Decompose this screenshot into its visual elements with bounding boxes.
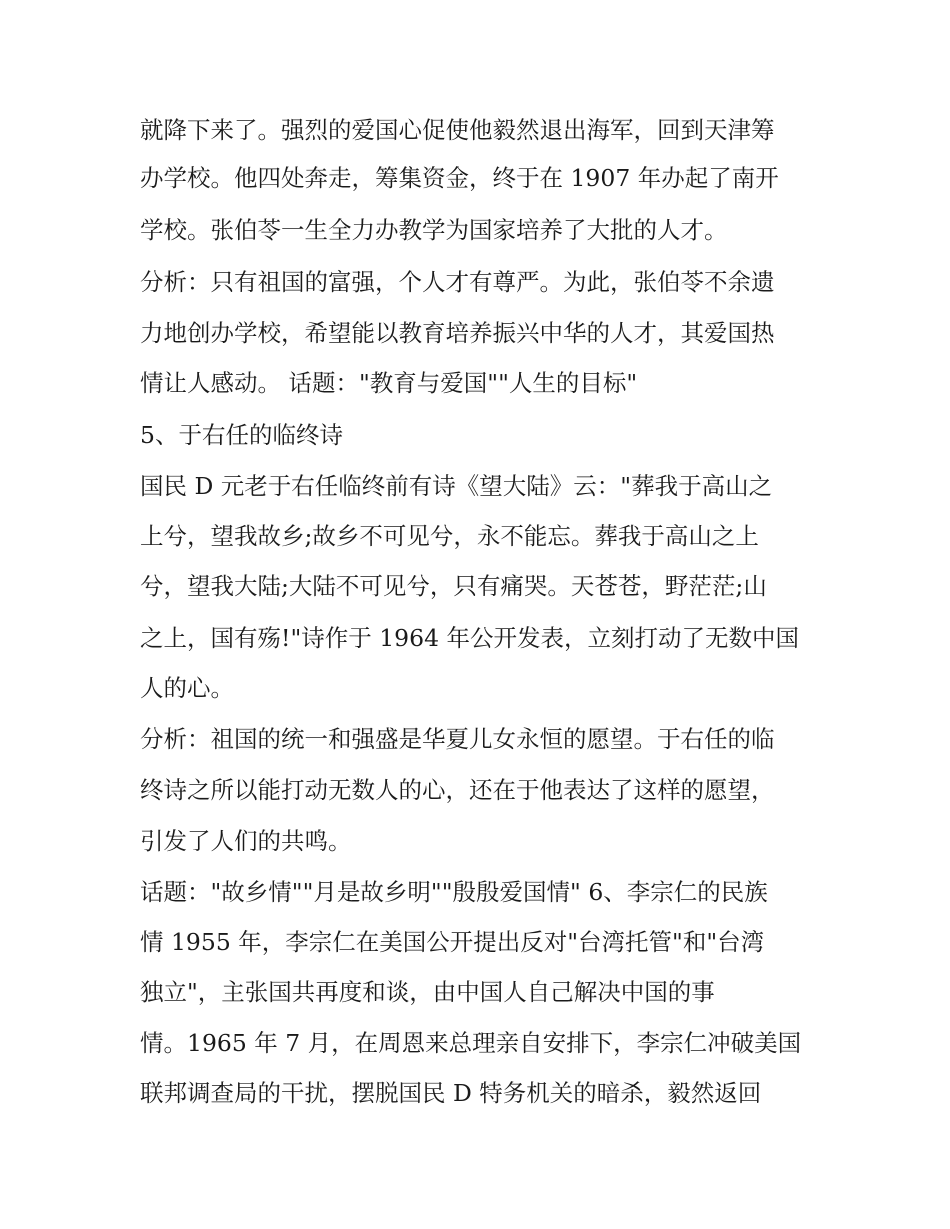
text-line: 学校。张伯苓一生全力办教学为国家培养了大批的人才。 (140, 216, 728, 244)
text-line: 终诗之所以能打动无数人的心，还在于他表达了这样的愿望， (140, 776, 775, 804)
text-line: 之上，国有殇!"诗作于 1964 年公开发表，立刻打动了无数中国 (140, 624, 799, 652)
section-heading: 5、于右任的临终诗 (140, 421, 343, 449)
analysis-line: 分析：只有祖国的富强，个人才有尊严。为此，张伯苓不余遗 (140, 268, 775, 296)
text-line: 国民 D 元老于右任临终前有诗《望大陆》云："葬我于高山之 (140, 472, 773, 500)
topic-line: 情让人感动。 话题："教育与爱国""人生的目标" (140, 369, 638, 397)
text-line: 联邦调查局的干扰，摆脱国民 D 特务机关的暗杀，毅然返回 (140, 1079, 762, 1107)
text-line: 力地创办学校，希望能以教育培养振兴中华的人才，其爱国热 (140, 319, 775, 347)
text-line: 办学校。他四处奔走，筹集资金，终于在 1907 年办起了南开 (140, 164, 779, 192)
analysis-line: 分析：祖国的统一和强盛是华夏儿女永恒的愿望。于右任的临 (140, 725, 775, 753)
text-line: 兮，望我大陆;大陆不可见兮，只有痛哭。天苍苍，野茫茫;山 (140, 572, 767, 600)
text-line: 就降下来了。强烈的爱国心促使他毅然退出海军，回到天津筹 (140, 116, 775, 144)
text-line: 情 1955 年，李宗仁在美国公开提出反对"台湾托管"和"台湾 (140, 928, 765, 956)
text-line: 情。1965 年 7 月，在周恩来总理亲自安排下，李宗仁冲破美国 (140, 1029, 802, 1057)
text-line: 独立"，主张国共再度和谈，由中国人自己解决中国的事 (140, 978, 715, 1006)
topic-line: 话题："故乡情""月是故乡明""殷殷爱国情" 6、李宗仁的民族 (140, 878, 768, 906)
text-line: 人的心。 (140, 674, 234, 702)
text-line: 上兮，望我故乡;故乡不可见兮，永不能忘。葬我于高山之上 (140, 522, 759, 550)
text-line: 引发了人们的共鸣。 (140, 827, 352, 855)
